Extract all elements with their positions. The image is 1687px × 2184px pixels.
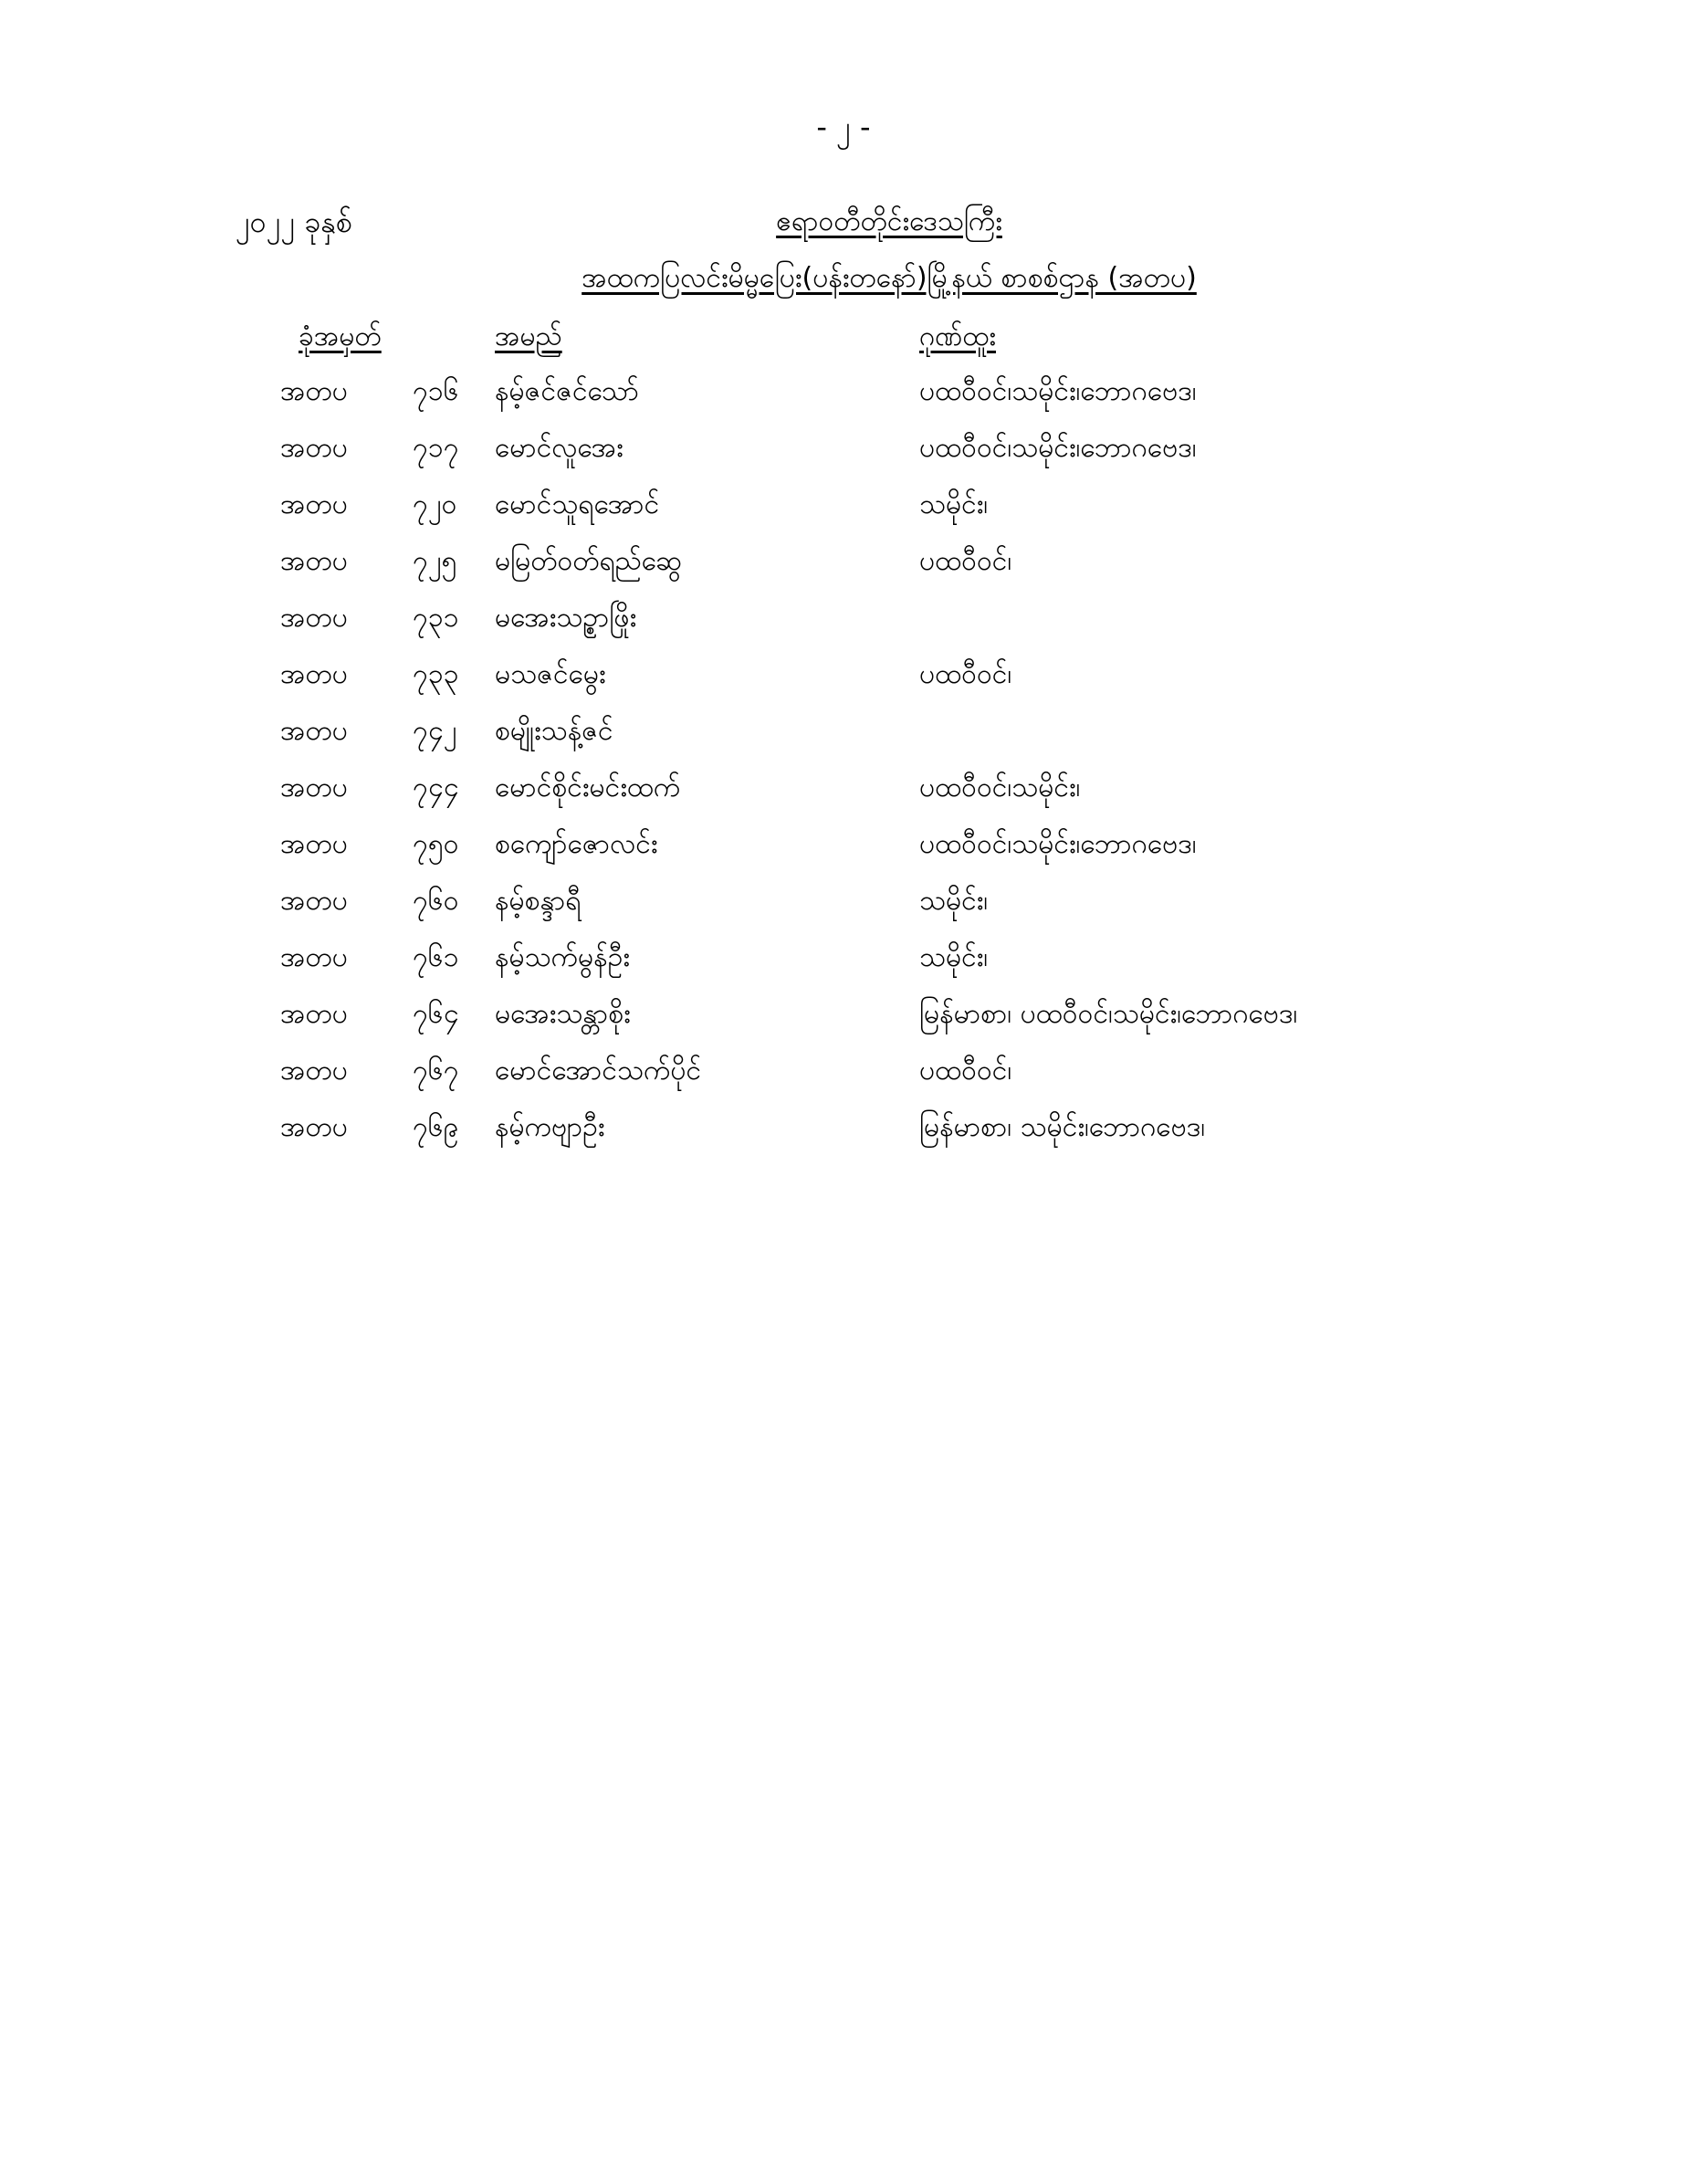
- table-row: [0, 825, 1687, 882]
- roll-number: ၇၆၇: [413, 1055, 459, 1087]
- column-header-name: အမည်: [495, 320, 562, 352]
- distinction-subjects: ပထဝီဝင်၊သမိုင်း၊ဘောဂဗေဒ၊: [919, 375, 1197, 407]
- table-row: [0, 769, 1687, 825]
- table-row: [0, 373, 1687, 429]
- roll-number: ၇၁၆: [413, 375, 459, 407]
- table-row: [0, 1108, 1687, 1165]
- distinction-subjects: ပထဝီဝင်၊သမိုင်း၊ဘောဂဗေဒ၊: [919, 432, 1197, 464]
- student-name: မသဇင်မွေး: [495, 658, 606, 690]
- roll-number: ၇၃၃: [413, 658, 459, 690]
- roll-prefix: အတပ: [280, 1055, 348, 1087]
- student-name: မောင်အောင်သက်ပိုင်: [495, 1055, 702, 1087]
- roll-prefix: အတပ: [280, 715, 348, 747]
- roll-number: ၇၂၀: [413, 488, 457, 520]
- distinction-subjects: မြန်မာစာ၊ သမိုင်း၊ဘောဂဗေဒ၊: [919, 1111, 1206, 1143]
- table-row: [0, 486, 1687, 542]
- roll-number: ၇၆၄: [413, 998, 459, 1030]
- exam-year: ၂၀၂၂ ခုနှစ်: [236, 205, 352, 239]
- table-row: [0, 939, 1687, 995]
- student-name: စကျော်ဇောလင်း: [495, 828, 658, 860]
- student-name: မောင်လူအေး: [495, 432, 623, 464]
- student-name: မောင်စိုင်းမင်းထက်: [495, 772, 681, 803]
- table-row: [0, 882, 1687, 939]
- distinction-subjects: ပထဝီဝင်၊သမိုင်း၊: [919, 772, 1081, 803]
- roll-prefix: အတပ: [280, 488, 348, 520]
- roll-number: ၇၅၀: [413, 828, 459, 860]
- roll-prefix: အတပ: [280, 375, 348, 407]
- distinction-subjects: ပထဝီဝင်၊: [919, 545, 1012, 577]
- distinction-subjects: ပထဝီဝင်၊သမိုင်း၊ဘောဂဗေဒ၊: [919, 828, 1197, 860]
- distinction-subjects: မြန်မာစာ၊ ပထဝီဝင်၊သမိုင်း၊ဘောဂဗေဒ၊: [919, 998, 1298, 1030]
- column-header-roll-no: ခုံအမှတ်: [299, 320, 382, 352]
- student-name: မမြတ်ဝတ်ရည်ဆွေ: [495, 545, 682, 577]
- roll-prefix: အတပ: [280, 545, 348, 577]
- roll-prefix: အတပ: [280, 602, 348, 634]
- page-number: - ၂ -: [816, 110, 871, 144]
- distinction-subjects: သမိုင်း၊: [919, 488, 989, 520]
- roll-prefix: အတပ: [280, 432, 348, 464]
- roll-number: ၇၂၅: [413, 545, 457, 577]
- exam-center-title: အထကပြလင်းမိမ္မပြေး(ပန်းတနော်)မြို့နယ် စာစစ်ဌာန (အတပ): [582, 262, 1197, 294]
- distinction-subjects: ပထဝီဝင်၊: [919, 1055, 1012, 1087]
- roll-prefix: အတပ: [280, 828, 348, 860]
- student-name: နမ့်ကဗျာဦး: [495, 1111, 605, 1143]
- student-name: မောင်သူရအောင်: [495, 488, 660, 520]
- roll-prefix: အတပ: [280, 658, 348, 690]
- table-row: [0, 542, 1687, 599]
- student-name: နမ့်ဇင်ဇင်သော်: [495, 375, 640, 407]
- roll-prefix: အတပ: [280, 998, 348, 1030]
- roll-number: ၇၆၁: [413, 941, 459, 973]
- roll-prefix: အတပ: [280, 885, 348, 917]
- roll-number: ၇၃၁: [413, 602, 459, 634]
- roll-prefix: အတပ: [280, 941, 348, 973]
- student-name: မအေးသဥ္စာဖြိုး: [495, 602, 637, 634]
- table-row: [0, 656, 1687, 712]
- roll-number: ၇၄၂: [413, 715, 457, 747]
- roll-number: ၇၁၇: [413, 432, 459, 464]
- roll-number: ၇၆၀: [413, 885, 459, 917]
- table-row: [0, 429, 1687, 486]
- student-name: နမ့်စန္ဒာရီ: [495, 885, 582, 917]
- roll-number: ၇၄၄: [413, 772, 459, 803]
- table-row: [0, 712, 1687, 769]
- roll-number: ၇၆၉: [413, 1111, 459, 1143]
- student-name: စမျိုးသန့်ဇင်: [495, 715, 613, 747]
- region-title: ဧရာဝတီတိုင်းဒေသကြီး: [776, 205, 1002, 237]
- student-name: နမ့်သက်မွန်ဦး: [495, 941, 630, 973]
- student-name: မအေးသန္တာစိုး: [495, 998, 631, 1030]
- results-table: [0, 373, 1687, 1165]
- distinction-subjects: သမိုင်း၊: [919, 885, 989, 917]
- table-row: [0, 995, 1687, 1052]
- column-header-distinction: ဂုဏ်ထူး: [919, 320, 996, 352]
- table-row: [0, 1052, 1687, 1108]
- table-row: [0, 599, 1687, 656]
- distinction-subjects: ပထဝီဝင်၊: [919, 658, 1012, 690]
- distinction-subjects: သမိုင်း၊: [919, 941, 989, 973]
- roll-prefix: အတပ: [280, 772, 348, 803]
- roll-prefix: အတပ: [280, 1111, 348, 1143]
